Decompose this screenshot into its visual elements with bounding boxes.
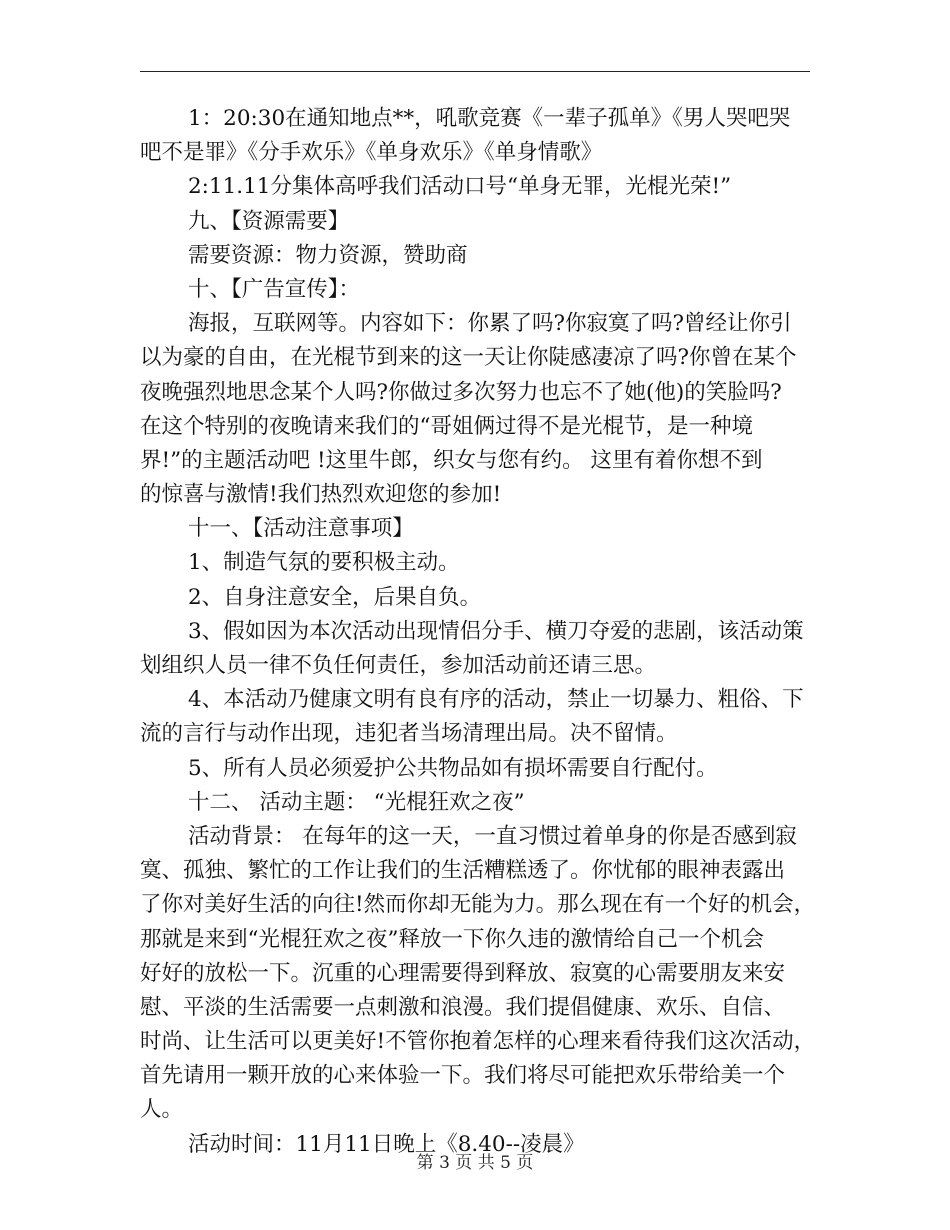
text-line: 那就是来到“光棍狂欢之夜”释放一下你久违的激情给自己一个机会 xyxy=(140,926,764,952)
text-line: 海报，互联网等。内容如下：你累了吗?你寂寞了吗?曾经让你引 xyxy=(188,311,792,337)
text-line: 了你对美好生活的向往!然而你却无能为力。那么现在有一个好的机会， xyxy=(140,892,816,918)
text-line: 时尚、让生活可以更美好!不管你抱着怎样的心理来看待我们这次活动， xyxy=(140,1029,816,1055)
text-line: 吧不是罪》《分手欢乐》《单身欢乐》《单身情歌》 xyxy=(140,140,603,166)
section-heading-9: 九、【资源需要】 xyxy=(188,208,350,234)
text-line: 界!”的主题活动吧 !这里牛郎，织女与您有约。 这里有着你想不到 xyxy=(140,447,763,473)
text-line: 好好的放松一下。沉重的心理需要得到释放、寂寞的心需要朋友来安 xyxy=(140,960,786,986)
text-line: 4、本活动乃健康文明有良有序的活动，禁止一切暴力、粗俗、下 xyxy=(188,687,804,713)
text-line: 2:11.11分集体高呼我们活动口号“单身无罪，光棍光荣!” xyxy=(188,174,732,200)
text-line: 1、制造气氛的要积极主动。 xyxy=(188,550,460,576)
text-line: 寞、孤独、繁忙的工作让我们的生活糟糕透了。你忧郁的眼神表露出 xyxy=(140,858,786,884)
text-line: 活动背景： 在每年的这一天，一直习惯过着单身的你是否感到寂 xyxy=(188,823,797,849)
text-line: 流的言行与动作出现，违犯者当场清理出局。决不留情。 xyxy=(140,721,678,747)
section-heading-12: 十二、 活动主题： “光棍狂欢之夜” xyxy=(188,789,525,815)
section-heading-11: 十一、【活动注意事项】 xyxy=(188,516,414,542)
text-line: 划组织人员一律不负任何责任，参加活动前还请三思。 xyxy=(140,653,657,678)
text-line: 夜晚强烈地思念某个人吗?你做过多次努力也忘不了她(他)的笑脸吗? xyxy=(140,379,782,405)
text-line: 2、自身注意安全，后果自负。 xyxy=(188,584,482,610)
text-line: 慰、平淡的生活需要一点刺激和浪漫。我们提倡健康、欢乐、自信、 xyxy=(140,994,786,1020)
document-body xyxy=(140,102,816,1162)
text-line: 活动时间：11月11日晚上《8.40--凌晨》 xyxy=(188,1131,585,1157)
text-line: 需要资源：物力资源，赞助商 xyxy=(188,242,468,268)
section-heading-10: 十、【广告宣传】： xyxy=(188,276,361,302)
text-line: 1：20:30在通知地点**，吼歌竞赛《一辈子孤单》《男人哭吧哭 xyxy=(188,106,791,131)
text-line: 以为豪的自由，在光棍节到来的这一天让你陡感凄凉了吗?你曾在某个 xyxy=(140,345,797,371)
text-line: 首先请用一颗开放的心来体验一下。我们将尽可能把欢乐带给美一个 xyxy=(140,1063,786,1089)
text-line: 5、所有人员必须爱护公共物品如有损坏需要自行配付。 xyxy=(188,755,718,781)
text-line: 在这个特别的夜晚请来我们的“哥姐俩过得不是光棍节，是一种境 xyxy=(140,413,753,439)
header-rule xyxy=(140,71,810,72)
text-line: 3、假如因为本次活动出现情侣分手、横刀夺爱的悲剧，该活动策 xyxy=(188,618,804,644)
page-number-footer: 第 3 页 共 5 页 xyxy=(416,1153,534,1173)
text-line: 人。 xyxy=(140,1097,184,1123)
text-line: 的惊喜与激情!我们热烈欢迎您的参加! xyxy=(140,482,502,508)
